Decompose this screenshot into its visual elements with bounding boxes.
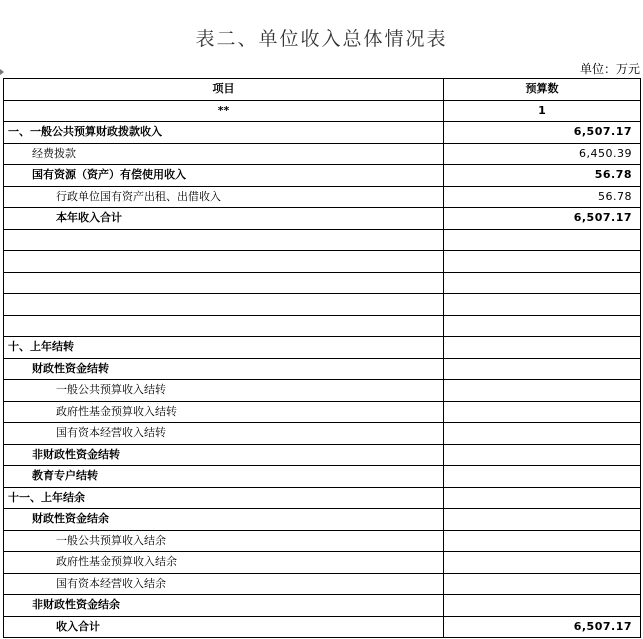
row-label: 十一、上年结余: [4, 487, 444, 509]
code-row: [4, 100, 641, 122]
row-value: 6,507.17: [444, 122, 641, 144]
row-label: 财政性资金结余: [4, 509, 444, 531]
row-label: 非财政性资金结余: [4, 595, 444, 617]
row-value: 6,507.17: [444, 616, 641, 638]
row-label: 收入合计: [4, 616, 444, 638]
table-row: [4, 380, 641, 402]
row-value: [444, 444, 641, 466]
row-value: 6,507.17: [444, 208, 641, 230]
row-value: [444, 294, 641, 316]
row-value: 56.78: [444, 165, 641, 187]
row-value: [444, 315, 641, 337]
table-row: [4, 573, 641, 595]
row-label: [4, 251, 444, 273]
row-value: [444, 401, 641, 423]
table-row: [4, 251, 641, 273]
corner-marker-icon: [0, 69, 4, 75]
table-row: [4, 272, 641, 294]
code-item: **: [4, 100, 444, 122]
row-label: 政府性基金预算收入结余: [4, 552, 444, 574]
table-row: [4, 208, 641, 230]
row-label: 本年收入合计: [4, 208, 444, 230]
row-value: 56.78: [444, 186, 641, 208]
table-row: [4, 444, 641, 466]
header-item: 项目: [4, 79, 444, 101]
table-row: [4, 487, 641, 509]
row-label: 财政性资金结转: [4, 358, 444, 380]
table-row: [4, 595, 641, 617]
table-row: [4, 423, 641, 445]
row-label: [4, 272, 444, 294]
table-row: [4, 509, 641, 531]
row-label: 政府性基金预算收入结转: [4, 401, 444, 423]
row-label: 一、一般公共预算财政拨款收入: [4, 122, 444, 144]
row-value: [444, 530, 641, 552]
table-row: [4, 616, 641, 638]
row-value: [444, 509, 641, 531]
code-budget: 1: [444, 100, 641, 122]
header-budget: 预算数: [444, 79, 641, 101]
table-row: [4, 466, 641, 488]
row-value: [444, 487, 641, 509]
row-value: [444, 466, 641, 488]
row-value: [444, 380, 641, 402]
row-value: [444, 552, 641, 574]
row-value: [444, 272, 641, 294]
row-label: 非财政性资金结转: [4, 444, 444, 466]
table-row: [4, 552, 641, 574]
report-title: 表二、单位收入总体情况表: [195, 28, 448, 50]
row-label: 国有资本经营收入结余: [4, 573, 444, 595]
row-label: 经费拨款: [4, 143, 444, 165]
row-value: [444, 251, 641, 273]
row-label: 国有资本经营收入结转: [4, 423, 444, 445]
row-label: [4, 315, 444, 337]
table-row: [4, 530, 641, 552]
table-row: [4, 186, 641, 208]
table-row: [4, 165, 641, 187]
table-row: [4, 294, 641, 316]
row-value: [444, 573, 641, 595]
row-label: 国有资源（资产）有偿使用收入: [4, 165, 444, 187]
income-table: [3, 78, 641, 638]
table-row: [4, 358, 641, 380]
table-row: [4, 143, 641, 165]
row-label: 行政单位国有资产出租、出借收入: [4, 186, 444, 208]
table-row: [4, 337, 641, 359]
row-label: [4, 294, 444, 316]
row-value: [444, 358, 641, 380]
row-value: [444, 423, 641, 445]
table-row: [4, 122, 641, 144]
row-value: [444, 229, 641, 251]
row-value: [444, 337, 641, 359]
table-row: [4, 401, 641, 423]
unit-label: 单位：万元: [579, 62, 640, 76]
table-row: [4, 229, 641, 251]
row-value: 6,450.39: [444, 143, 641, 165]
row-value: [444, 595, 641, 617]
header-row: [4, 79, 641, 101]
row-label: 十、上年结转: [4, 337, 444, 359]
row-label: 一般公共预算收入结余: [4, 530, 444, 552]
row-label: 一般公共预算收入结转: [4, 380, 444, 402]
row-label: [4, 229, 444, 251]
table-row: [4, 315, 641, 337]
row-label: 教育专户结转: [4, 466, 444, 488]
